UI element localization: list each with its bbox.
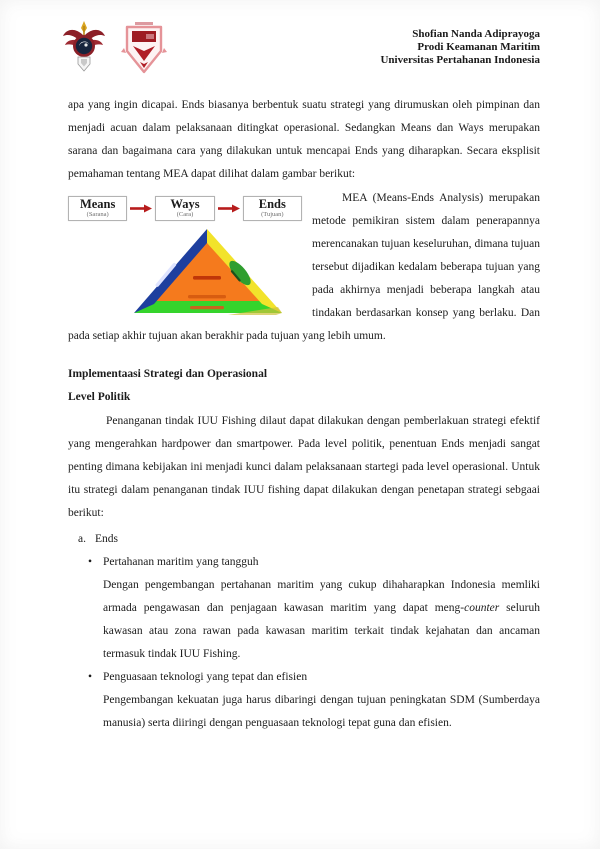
means-sublabel: (Sarana) (86, 211, 109, 218)
politik-paragraph: Penanganan tindak IUU Fishing dilaut dapat dilakukan dengan pemberlakuan strategi efektif yang mengerahkan hardpower dan smartpower. Pada level politik, penentuan Ends menjadi sangat penting dimana kebijakan ini menjadi kunci dalam pelaksanaan startegi pada level operasional. Untuk itu strategi dalam penanganan tindak IUU fishing dapat dilakukan dengan penetapan strategi sebgaai berikut: (68, 415, 540, 519)
bullet-item-1 (68, 551, 540, 666)
means-ways-ends-row (68, 196, 302, 221)
ways-label: Ways (170, 197, 200, 211)
mea-section (68, 187, 540, 348)
arrow-icon (217, 204, 241, 213)
means-box (68, 196, 127, 221)
bullet-1-body (103, 574, 540, 666)
bullet-row (88, 666, 540, 689)
bullet-item-2 (68, 666, 540, 735)
ends-sublabel: (Tujuan) (261, 211, 284, 218)
ends-label: Ends (258, 197, 286, 211)
pyramid-wrap (128, 227, 302, 324)
bullet-1-body-tail: seluruh kawasan atau zona rawan pada kawasan maritim terkait tindak kejahatan dan ancaman termasuk tindak IUU Fishing. (103, 602, 541, 660)
ends-box (243, 196, 302, 221)
ways-box (155, 196, 214, 221)
mea-paragraph: MEA (Means-Ends Analysis) merupakan metode pemikiran sistem dalam penerapannya merencanakan tujuan keseluruhan, dimana tujuan tersebut dijadikan kedalam beberapa tujuan yang pada akhirnya menjadi beberapa langkah atau tindakan berdasarkan konsep yang berlaku. Dan pada setiap akhir tujuan akan berakhir pada tujuan yang lebih umum. (68, 192, 540, 342)
bullet-row (88, 551, 540, 574)
author-name: Shofian Nanda Adiprayoga (412, 28, 540, 40)
arrow-icon (129, 204, 153, 213)
header-logos (62, 20, 168, 78)
bullet-1-body-text: Dengan pengembangan pertahanan maritim yang cukup dihaharapkan Indonesia memliki armada pengawasan dan penjagaan kawasan maritim yang dapat meng- (103, 579, 540, 614)
faculty-shield-logo (120, 20, 168, 78)
bullet-icon: • (88, 556, 93, 568)
heading-implementasi: Implementaasi Strategi dan Operasional (68, 368, 268, 380)
author-university: Universitas Pertahanan Indonesia (380, 54, 540, 66)
intro-paragraph: apa yang ingin dicapai. Ends biasanya berbentuk suatu strategi yang dirumuskan oleh pimpinan dan menjadi acuan dalam pelaksanaan ditingkat operasional. Sedangkan Means dan Ways merupakan sarana dan bagaimana cara yang dilakukan untuk mencapai Ends yang diharapkan. Secara eksplisit pemahaman tentang MEA dapat dilihat dalam gambar berikut: (68, 99, 540, 180)
university-crest-logo (62, 20, 106, 74)
section-headings (68, 363, 540, 409)
alpha-title: Ends (94, 533, 118, 545)
document-body (68, 94, 540, 735)
mea-pyramid-graphic (128, 227, 286, 315)
bullet-2-body: Pengembangan kekuatan juga harus dibaringi dengan tujuan peningkatan SDM (Sumberdaya manusia) serta diiringi dengan penguasaan teknologi tepat guna dan efisien. (103, 694, 540, 729)
heading-level-politik: Level Politik (68, 391, 131, 403)
means-label: Means (79, 197, 116, 211)
ways-sublabel: (Cara) (176, 211, 194, 218)
alpha-list-item (68, 528, 540, 551)
mea-diagram (68, 187, 302, 321)
bullet-1-title: Pertahanan maritim yang tangguh (103, 556, 259, 568)
bullet-2-title: Penguasaan teknologi yang tepat dan efisien (103, 671, 308, 683)
alpha-marker: a. (78, 533, 86, 545)
bullet-1-body-italic: counter (464, 602, 500, 614)
author-program: Prodi Keamanan Maritim (417, 41, 540, 53)
bullet-icon: • (88, 671, 93, 683)
ends-list (68, 528, 540, 735)
page-header (0, 0, 600, 82)
